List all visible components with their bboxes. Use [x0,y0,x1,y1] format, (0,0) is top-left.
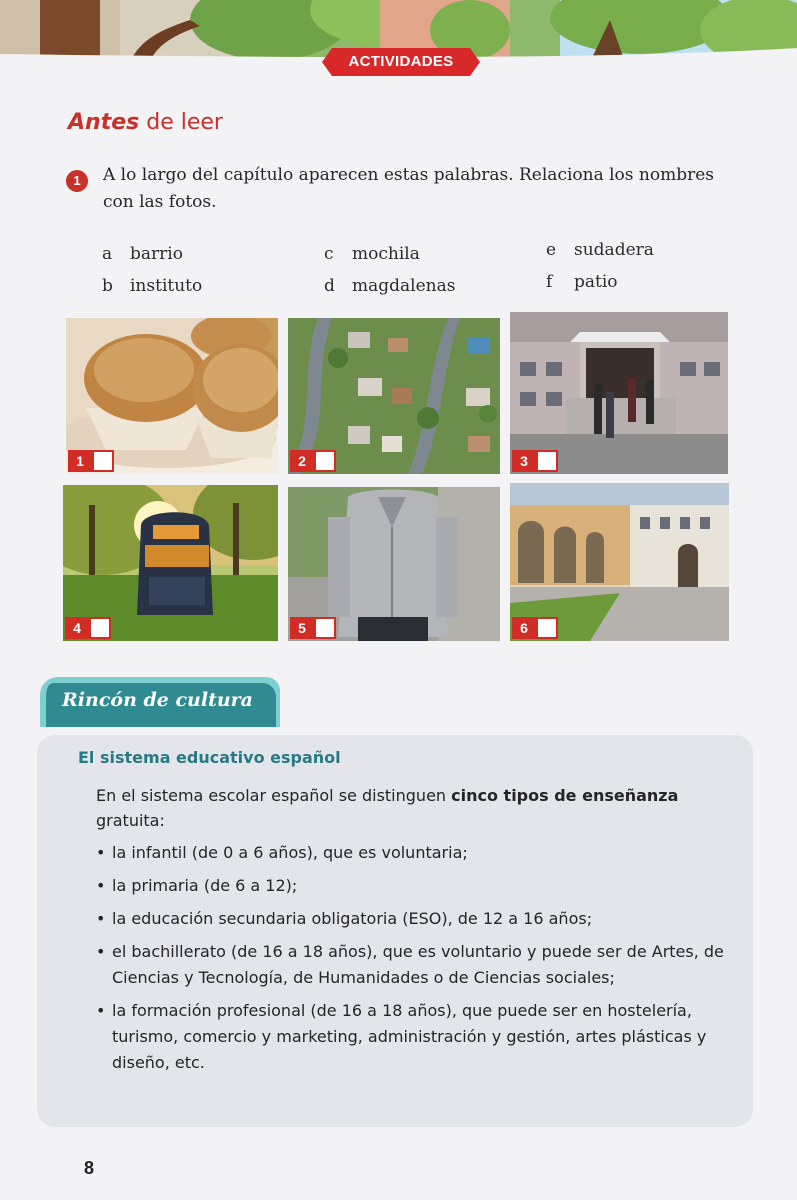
answer-checkbox[interactable] [89,617,111,639]
photo-number-box: 2 [290,450,336,472]
courtyard-photo [510,483,729,641]
neighborhood-aerial-photo [288,318,500,474]
photo-number-box: 4 [65,617,111,639]
culture-intro: En el sistema escolar español se distinguen cinco tipos de enseñanza gratuita: [96,786,679,830]
photo-number-box: 1 [68,450,114,472]
list-item: • la infantil (de 0 a 6 años), que es voluntaria; [96,840,746,866]
backpack-photo [63,485,278,641]
list-item: • la primaria (de 6 a 12); [96,873,746,899]
culture-heading: El sistema educativo español [78,748,341,767]
school-entrance-photo [510,312,728,474]
answer-checkbox[interactable] [314,450,336,472]
word-item: a barrio [102,244,183,264]
list-item: • la formación profesional (de 16 a 18 años), que puede ser en hostelería, turismo, comercio y marketing, administración y gestión, artes plásticas y diseño, etc. [96,998,746,1076]
answer-checkbox[interactable] [536,617,558,639]
photo-number-box: 5 [290,617,336,639]
word-item: b instituto [102,276,203,296]
photo-number-box: 6 [512,617,558,639]
section-title-rest: de leer [139,110,223,135]
hoodie-photo [288,487,500,641]
culture-bullet-list [96,840,746,1083]
word-item: c mochila [324,244,420,264]
photo-number-box: 3 [512,450,558,472]
answer-checkbox[interactable] [536,450,558,472]
exercise-instruction: A lo largo del capítulo aparecen estas palabras. Relaciona los nombres con las fotos. [103,165,715,212]
activities-label: ACTIVIDADES [348,53,454,70]
culture-tab-title: Rincón de cultura [62,689,253,711]
answer-checkbox[interactable] [92,450,114,472]
word-item: f patio [546,272,618,292]
word-item: e sudadera [546,240,654,260]
muffins-photo [66,318,278,474]
page-number: 8 [84,1158,95,1178]
answer-checkbox[interactable] [314,617,336,639]
list-item: • el bachillerato (de 16 a 18 años), que es voluntario y puede ser de Artes, de Ciencias y Tecnología, de Humanidades o de Ciencias sociales; [96,939,746,991]
word-item: d magdalenas [324,276,456,296]
culture-tab [40,677,280,727]
section-title-strong: Antes [68,110,140,135]
list-item: • la educación secundaria obligatoria (ESO), de 12 a 16 años; [96,906,746,932]
activities-tag [322,48,480,76]
word-list [102,240,742,304]
section-title [68,110,223,135]
exercise-number-badge: 1 [66,170,88,192]
